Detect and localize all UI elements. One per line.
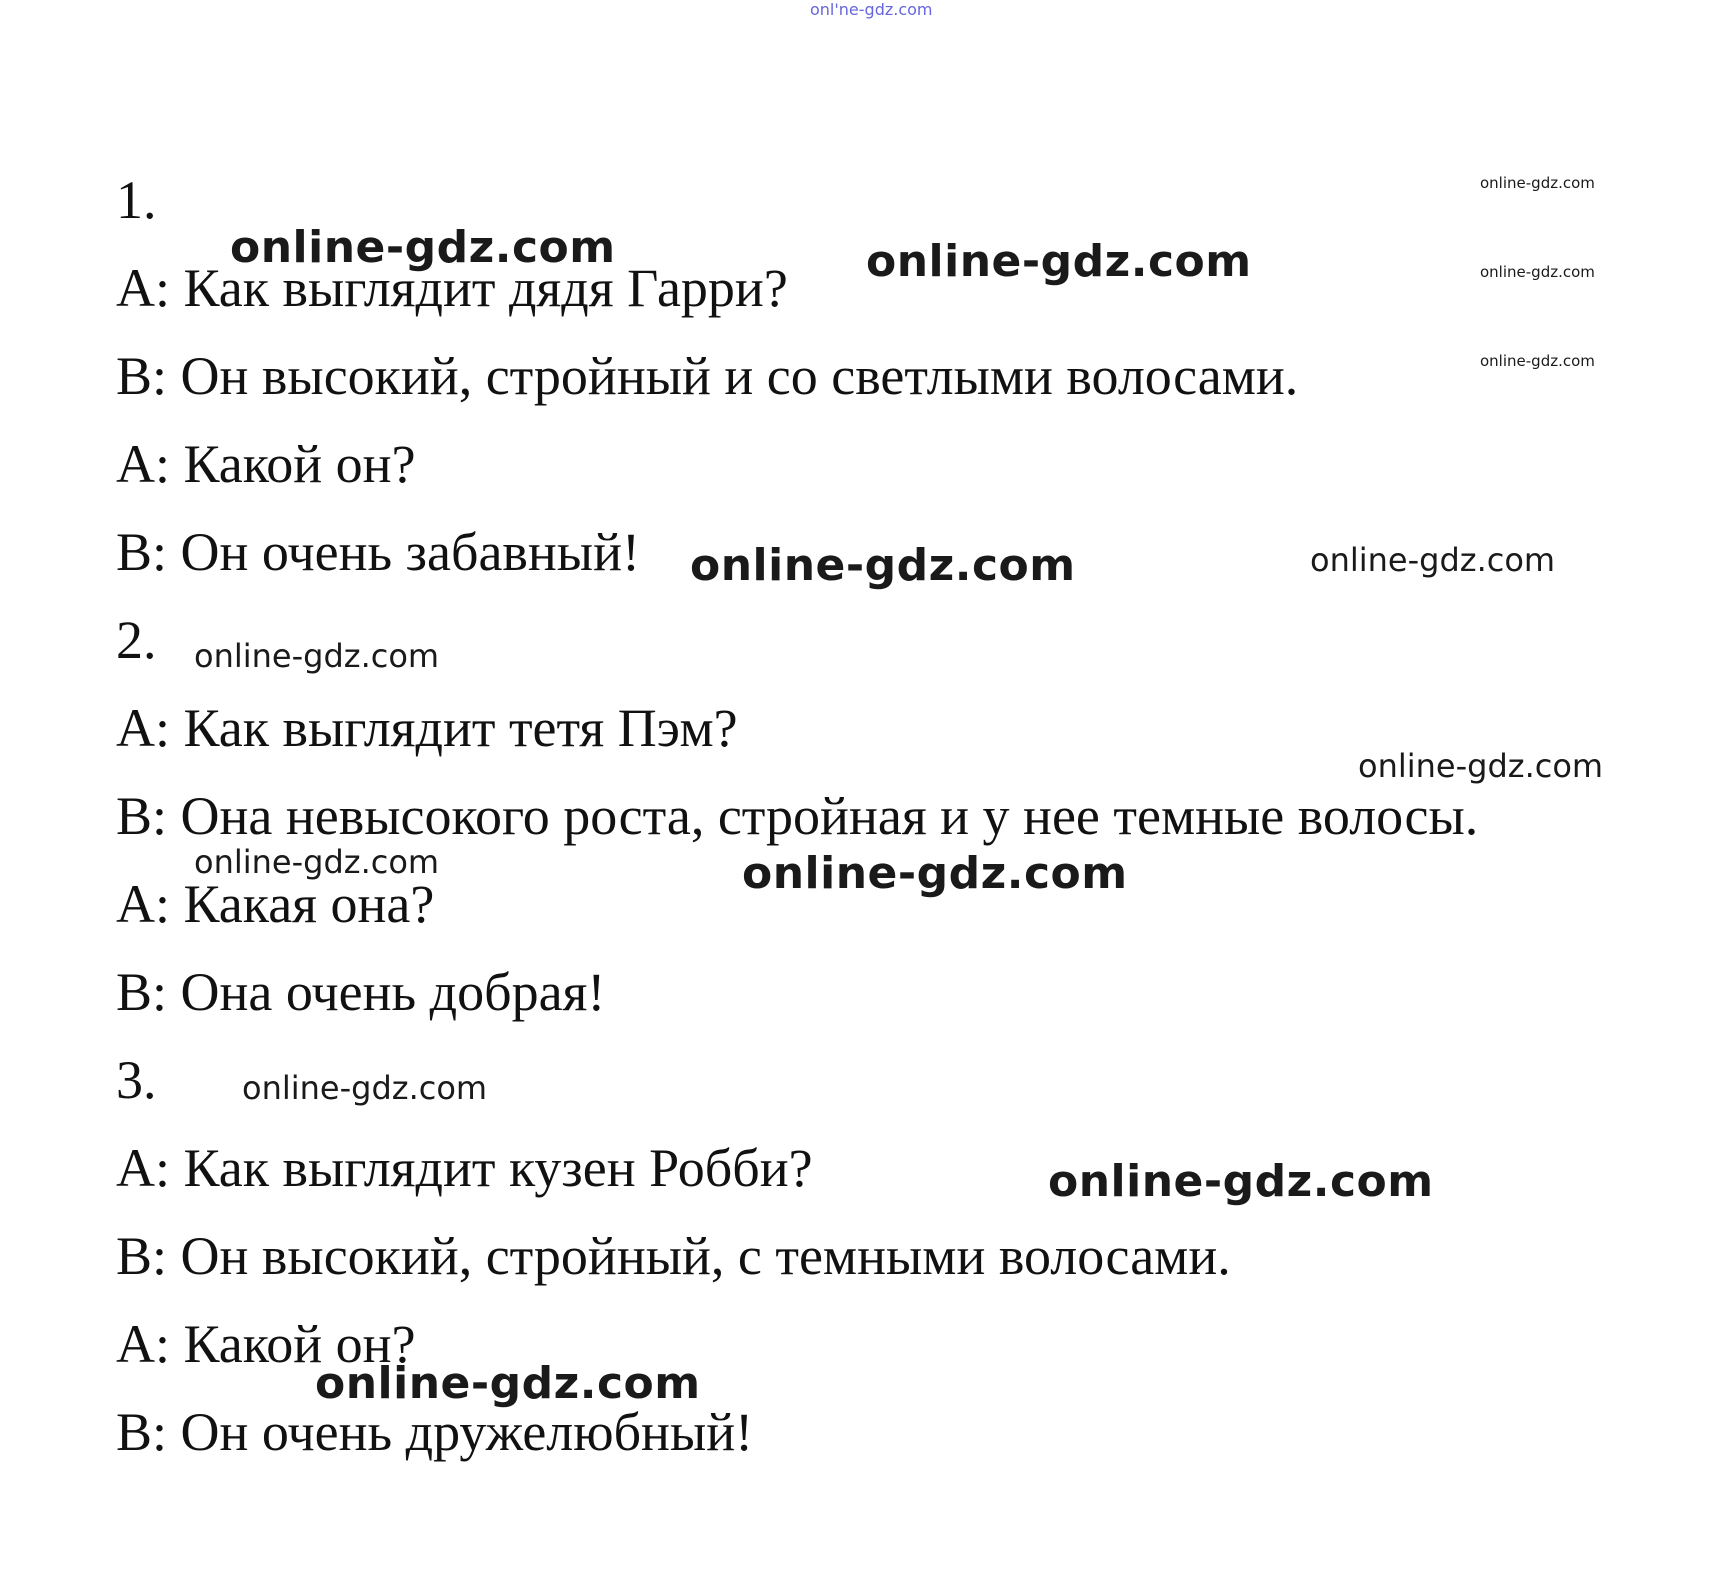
top-watermark: onl'ne-gdz.com: [810, 0, 933, 19]
watermark: online-gdz.com: [1480, 174, 1595, 192]
watermark: online-gdz.com: [690, 540, 1076, 591]
section-1-line-3: А: Какой он?: [116, 434, 416, 494]
watermark: online-gdz.com: [194, 843, 440, 881]
watermark: online-gdz.com: [1480, 263, 1595, 281]
section-3-line-1: А: Как выглядит кузен Робби?: [116, 1138, 813, 1198]
section-1-line-4: В: Он очень забавный!: [116, 522, 640, 582]
section-2-line-2: В: Она невысокого роста, стройная и у нее темные волосы.: [116, 786, 1479, 846]
watermark: online-gdz.com: [1048, 1156, 1434, 1207]
section-3-line-3: А: Какой он?: [116, 1314, 416, 1374]
watermark: online-gdz.com: [1310, 541, 1556, 579]
section-2-line-1: А: Как выглядит тетя Пэм?: [116, 698, 738, 758]
watermark: online-gdz.com: [194, 637, 440, 675]
section-2-line-3: А: Какая она?: [116, 874, 435, 934]
watermark: online-gdz.com: [866, 236, 1252, 287]
section-2-line-4: В: Она очень добрая!: [116, 962, 606, 1022]
section-1-line-2: В: Он высокий, стройный и со светлыми волосами.: [116, 346, 1299, 406]
section-1-number: 1.: [116, 170, 157, 230]
section-3-number: 3.: [116, 1050, 157, 1110]
watermark: online-gdz.com: [1358, 747, 1604, 785]
watermark: online-gdz.com: [230, 222, 616, 273]
watermark: online-gdz.com: [242, 1069, 488, 1107]
section-2-number: 2.: [116, 610, 157, 670]
section-1-line-1: А: Как выглядит дядя Гарри?: [116, 258, 788, 318]
watermark: online-gdz.com: [1480, 352, 1595, 370]
watermark: online-gdz.com: [742, 848, 1128, 899]
section-3-line-2: В: Он высокий, стройный, с темными волосами.: [116, 1226, 1231, 1286]
section-3-line-4: В: Он очень дружелюбный!: [116, 1402, 754, 1462]
watermark: online-gdz.com: [315, 1358, 701, 1409]
